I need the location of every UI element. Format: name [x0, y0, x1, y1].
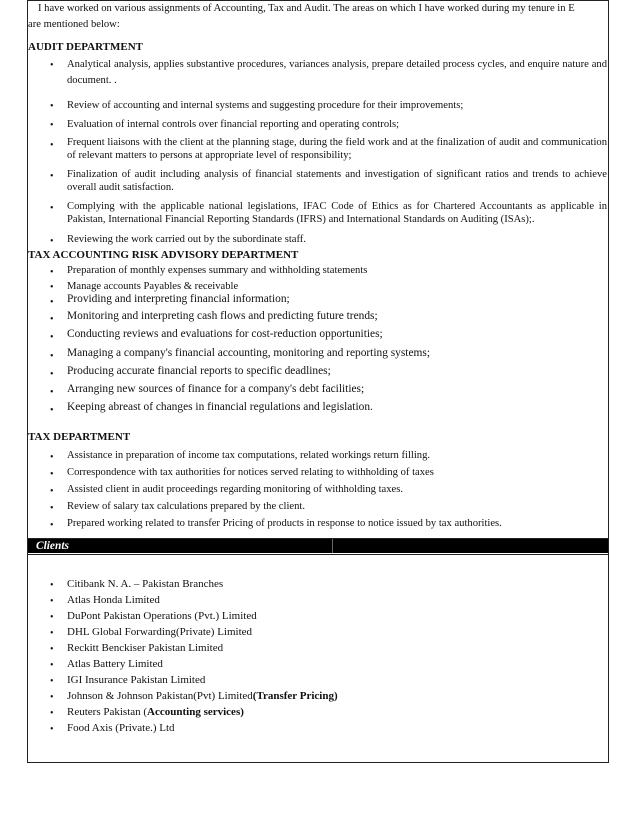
tax-accounting-heading: TAX ACCOUNTING RISK ADVISORY DEPARTMENT: [28, 249, 299, 261]
bullet-icon: •: [50, 351, 54, 362]
intro-line-2: are mentioned below:: [28, 19, 120, 30]
bullet-icon: •: [50, 332, 54, 343]
tax-accounting-item: Monitoring and interpreting cash flows and predicting future trends;: [67, 310, 378, 322]
tax-item: Prepared working related to transfer Pricing of products in response to notice issued by tax authorities.: [67, 518, 502, 529]
client-item: Atlas Battery Limited: [67, 658, 163, 670]
audit-item: Review of accounting and internal systems and suggesting procedure for their improvements;: [67, 100, 464, 111]
client-item: DHL Global Forwarding(Private) Limited: [67, 626, 253, 638]
tax-item: Review of salary tax calculations prepared by the client.: [67, 501, 305, 512]
bullet-icon: •: [50, 580, 54, 591]
client-item: Reckitt Benckiser Pakistan Limited: [67, 642, 224, 654]
header-divider: [332, 539, 333, 553]
tax-accounting-item: Preparation of monthly expenses summary and withholding statements: [67, 265, 368, 276]
audit-item: Analytical analysis, applies substantive procedures, variances analysis, prepare detailed process cycles, and enquire nature and document. .: [67, 59, 607, 86]
tax-accounting-item: Conducting reviews and evaluations for cost-reduction opportunities;: [67, 328, 383, 340]
client-item: Food Axis (Private.) Ltd: [67, 722, 175, 734]
client-item: IGI Insurance Pakistan Limited: [67, 674, 206, 686]
client-item: DuPont Pakistan Operations (Pvt.) Limited: [67, 610, 257, 622]
client-item: Reuters Pakistan (Accounting services): [67, 706, 244, 718]
tax-accounting-item: Arranging new sources of finance for a company's debt facilities;: [67, 383, 365, 395]
bullet-icon: •: [50, 724, 54, 735]
client-item: Atlas Honda Limited: [67, 594, 160, 606]
table-row-divider: [27, 554, 609, 555]
tax-accounting-item: Manage accounts Payables & receivable: [67, 281, 239, 292]
bullet-icon: •: [50, 520, 54, 531]
bullet-icon: •: [50, 314, 54, 325]
bullet-icon: •: [50, 140, 54, 151]
bullet-icon: •: [50, 628, 54, 639]
intro-line-1: I have worked on various assignments of Accounting, Tax and Audit. The areas on which I have worked during my tenure in E: [38, 3, 575, 14]
audit-item: Frequent liaisons with the client at the planning stage, during the field work and at the finalization of audit and communication of relevant matters to persons at appropriate level of responsibility;: [67, 137, 607, 161]
bullet-icon: •: [50, 282, 54, 293]
clients-heading: Clients: [36, 540, 69, 552]
bullet-icon: •: [50, 236, 54, 247]
bullet-icon: •: [50, 387, 54, 398]
client-item: Citibank N. A. – Pakistan Branches: [67, 578, 224, 590]
tax-accounting-item: Producing accurate financial reports to specific deadlines;: [67, 365, 331, 377]
bullet-icon: •: [50, 60, 54, 71]
tax-accounting-item: Providing and interpreting financial information;: [67, 293, 290, 305]
audit-item: Reviewing the work carried out by the subordinate staff.: [67, 234, 306, 245]
bullet-icon: •: [50, 486, 54, 497]
audit-heading: AUDIT DEPARTMENT: [28, 41, 144, 53]
client-item: Johnson & Johnson Pakistan(Pvt) Limited(Transfer Pricing): [67, 690, 338, 702]
tax-accounting-item: Managing a company's financial accounting, monitoring and reporting systems;: [67, 347, 430, 359]
bullet-icon: •: [50, 101, 54, 112]
bullet-icon: •: [50, 171, 54, 182]
bullet-icon: •: [50, 676, 54, 687]
bullet-icon: •: [50, 503, 54, 514]
bullet-icon: •: [50, 405, 54, 416]
audit-item: Finalization of audit including analysis of financial statements and investigation of significant ratios and trends to achieve overall audit satisfaction.: [67, 169, 607, 193]
tax-heading: TAX DEPARTMENT: [28, 431, 131, 443]
bullet-icon: •: [50, 469, 54, 480]
bullet-icon: •: [50, 660, 54, 671]
bullet-icon: •: [50, 596, 54, 607]
tax-item: Assisted client in audit proceedings regarding monitoring of withholding taxes.: [67, 484, 403, 495]
bullet-icon: •: [50, 203, 54, 214]
bullet-icon: •: [50, 692, 54, 703]
audit-item: Evaluation of internal controls over financial reporting and operating controls;: [67, 119, 400, 130]
tax-item: Correspondence with tax authorities for notices served relating to withholding of taxes: [67, 467, 434, 478]
bullet-icon: •: [50, 708, 54, 719]
bullet-icon: •: [50, 644, 54, 655]
bullet-icon: •: [50, 612, 54, 623]
bullet-icon: •: [50, 120, 54, 131]
bullet-icon: •: [50, 297, 54, 308]
bullet-icon: •: [50, 369, 54, 380]
bullet-icon: •: [50, 452, 54, 463]
table-bottom-border: [27, 762, 609, 763]
tax-item: Assistance in preparation of income tax computations, related workings return filling.: [67, 450, 431, 461]
tax-accounting-item: Keeping abreast of changes in financial regulations and legislation.: [67, 401, 373, 413]
audit-item: Complying with the applicable national legislations, IFAC Code of Ethics as for Chartered Accountants as applicable in Pakistan, International Financial Reporting Standards (IFRS) and International Standards on Auditing (ISAs);.: [67, 201, 607, 225]
clients-header-bar: [28, 539, 608, 553]
bullet-icon: •: [50, 267, 54, 278]
